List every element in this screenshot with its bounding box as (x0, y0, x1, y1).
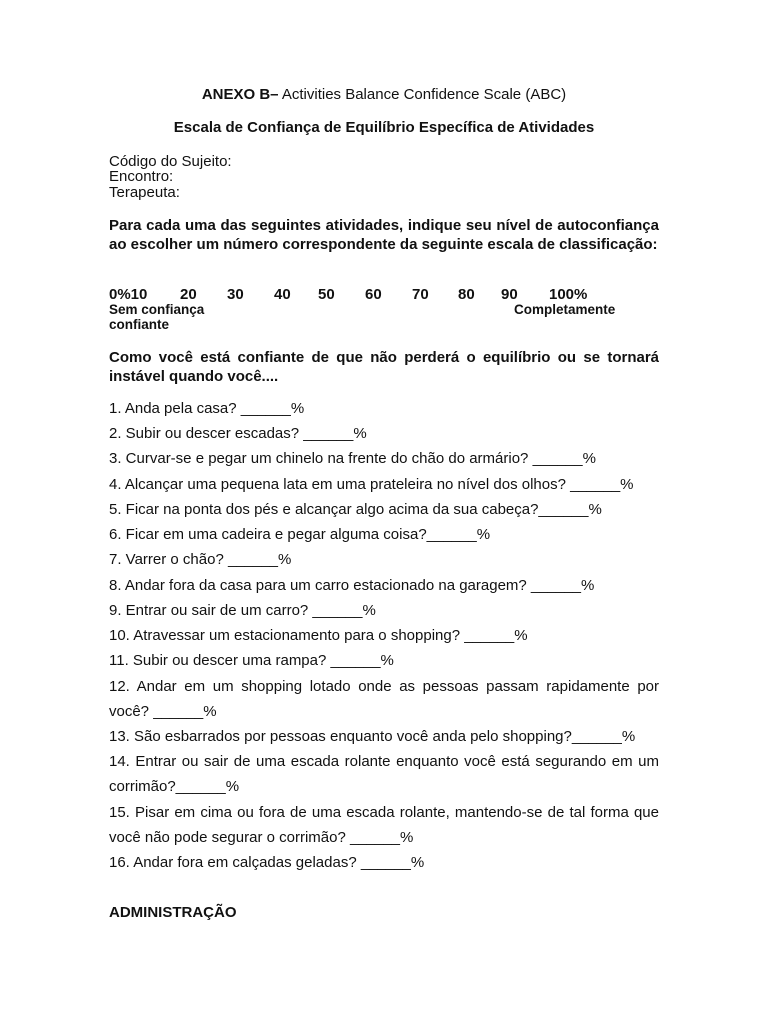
administration-heading: ADMINISTRAÇÃO (109, 904, 237, 921)
annex-title (0, 86, 768, 104)
scale-value-30: 30 (227, 286, 244, 303)
scale-value-70: 70 (412, 286, 429, 303)
list-item: 5. Ficar na ponta dos pés e alcançar algo acima da sua cabeça?______% (109, 501, 602, 518)
annex-scale-name: Activities Balance Confidence Scale (ABC) (278, 86, 567, 103)
question-prompt: Como você está confiante de que não perderá o equilíbrio ou se tornará instável quando você.... (109, 349, 659, 385)
list-item: 14. Entrar ou sair de uma escada rolante enquanto você está segurando em um corrimão?______% (109, 753, 659, 796)
document-subtitle: Escala de Confiança de Equilíbrio Específica de Atividades (173, 119, 595, 136)
list-item: 7. Varrer o chão? ______% (109, 551, 292, 568)
encounter-label: Encontro: (109, 168, 174, 185)
list-item: 4. Alcançar uma pequena lata em uma prateleira no nível dos olhos? ______% (109, 476, 634, 493)
scale-value-60: 60 (365, 286, 382, 303)
therapist-label: Terapeuta: (109, 184, 180, 201)
list-item: 2. Subir ou descer escadas? ______% (109, 425, 367, 442)
instruction-text: Para cada uma das seguintes atividades, indique seu nível de autoconfiança ao escolher um número correspondente da seguinte escala de classificação: (109, 217, 659, 253)
list-item: 15. Pisar em cima ou fora de uma escada rolante, mantendo-se de tal forma que você não pode segurar o corrimão? ______% (109, 804, 659, 847)
list-item: 16. Andar fora em calçadas geladas? ______% (109, 854, 425, 871)
scale-low-label-continued: confiante (109, 317, 170, 332)
list-item: 6. Ficar em uma cadeira e pegar alguma coisa?______% (109, 526, 491, 543)
list-item: 9. Entrar ou sair de um carro? ______% (109, 602, 376, 619)
list-item: 10. Atravessar um estacionamento para o shopping? ______% (109, 627, 528, 644)
scale-value-0-10: 0%10 (109, 286, 148, 303)
list-item: 1. Anda pela casa? ______% (109, 400, 305, 417)
subject-code-label: Código do Sujeito: (109, 153, 232, 170)
scale-high-label: Completamente (514, 302, 616, 317)
list-item: 11. Subir ou descer uma rampa? ______% (109, 652, 394, 669)
scale-value-80: 80 (458, 286, 475, 303)
list-item: 12. Andar em um shopping lotado onde as pessoas passam rapidamente por você? ______% (109, 678, 659, 721)
scale-value-50: 50 (318, 286, 335, 303)
list-item: 13. São esbarrados por pessoas enquanto você anda pelo shopping?______% (109, 728, 636, 745)
scale-value-90: 90 (501, 286, 518, 303)
annex-label: ANEXO B– (201, 86, 279, 103)
scale-value-100: 100% (549, 286, 588, 303)
scale-low-label: Sem confiança (109, 302, 205, 317)
scale-value-40: 40 (274, 286, 291, 303)
scale-value-20: 20 (180, 286, 197, 303)
list-item: 3. Curvar-se e pegar um chinelo na frente do chão do armário? ______% (109, 450, 596, 467)
list-item: 8. Andar fora da casa para um carro estacionado na garagem? ______% (109, 577, 595, 594)
